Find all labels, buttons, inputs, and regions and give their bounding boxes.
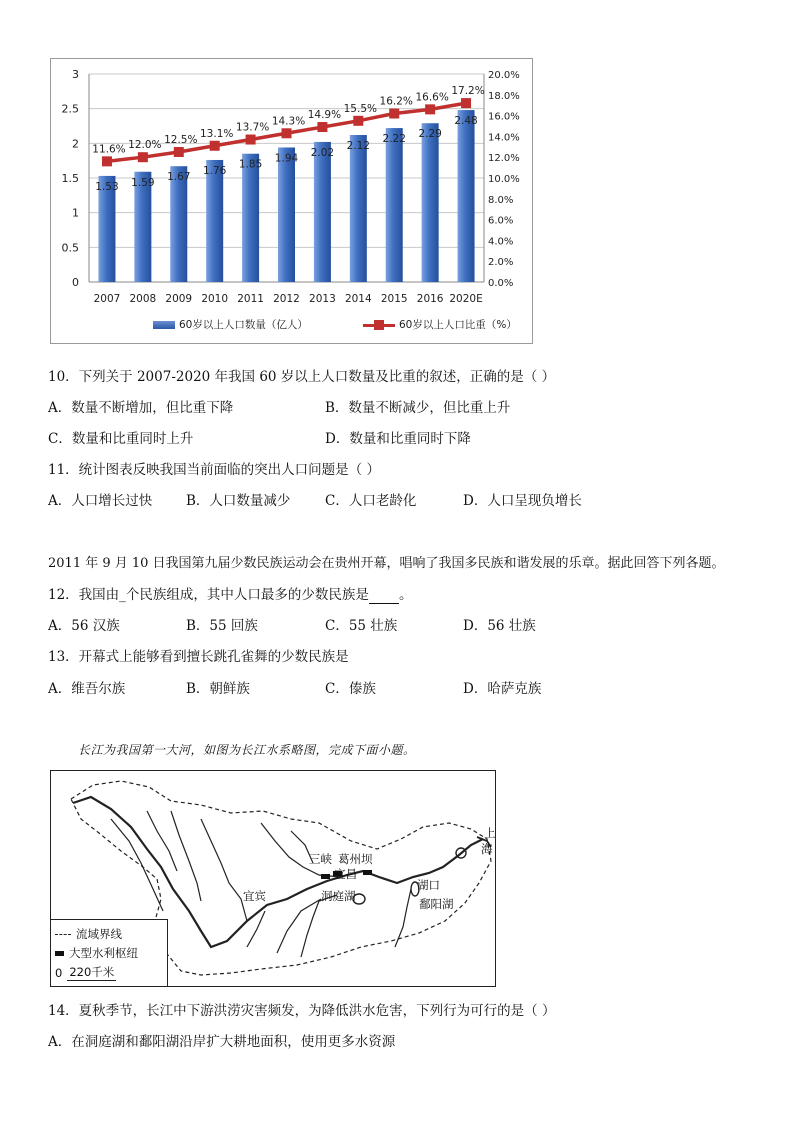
label-yibin: 宜宾 — [243, 889, 266, 903]
ratio-marker — [317, 122, 327, 132]
bar-value-label: 1.67 — [167, 171, 191, 184]
right-axis-tick-label: 8.0% — [488, 194, 514, 206]
tributary-xiang — [301, 895, 337, 957]
q10-stem: 10．下列关于 2007-2020 年我国 60 岁以上人口数量及比重的叙述，正确的是（ ） — [48, 369, 556, 385]
yangtze-map — [50, 770, 496, 987]
legend-boundary-row — [55, 926, 122, 942]
bar-value-label: 2.22 — [382, 133, 406, 146]
bar — [350, 135, 367, 282]
ratio-marker — [246, 135, 256, 145]
q12-option-d[interactable]: D．56 壮族 — [463, 618, 536, 634]
legend-dam-row — [55, 945, 138, 961]
left-axis-tick-label: 0.5 — [61, 241, 79, 255]
ratio-marker — [425, 104, 435, 114]
q11-option-a[interactable]: A．人口增长过快 — [48, 493, 153, 509]
legend-dam-icon — [55, 951, 64, 956]
bar-value-label: 1.85 — [238, 158, 263, 171]
q14-stem: 14．夏秋季节，长江中下游洪涝灾害频发，为降低洪水危害，下列行为可行的是（ ） — [48, 1003, 556, 1019]
x-axis-tick-label: 2020E — [449, 293, 483, 305]
x-axis-tick-label: 2011 — [237, 293, 264, 305]
x-axis-tick-label: 2014 — [344, 293, 372, 305]
ratio-value-label: 13.1% — [200, 127, 234, 140]
tributary-wu — [247, 911, 265, 947]
ratio-marker — [102, 156, 112, 166]
label-shanghai-1: 上 — [484, 826, 496, 840]
q12-stem-end: 。 — [398, 587, 413, 603]
q13-stem: 13．开幕式上能够看到擅长跳孔雀舞的少数民族是 — [48, 649, 349, 665]
ratio-marker — [210, 141, 220, 151]
bar — [242, 154, 259, 282]
right-axis-tick-label: 14.0% — [488, 132, 520, 144]
label-sanxia: 三峡 — [309, 852, 332, 866]
ratio-marker — [389, 109, 399, 119]
legend-bar-label: 60岁以上人口数量（亿人） — [179, 319, 308, 331]
bar — [422, 123, 439, 282]
q12-stem-text: 12．我国由_个民族组成，其中人口最多的少数民族是 — [48, 587, 369, 603]
legend-scale-bar — [67, 964, 116, 981]
label-hukou: 湖口 — [417, 878, 440, 892]
q13-option-a[interactable]: A．维吾尔族 — [48, 681, 126, 697]
bar-value-label: 1.76 — [202, 164, 227, 177]
q10-option-a[interactable]: A．数量不断增加，但比重下降 — [48, 400, 234, 416]
q13-option-b[interactable]: B．朝鲜族 — [186, 681, 250, 697]
label-shanghai-2: 海 — [481, 842, 493, 856]
legend-bar-swatch — [153, 321, 175, 329]
left-axis-tick-label: 3 — [72, 68, 79, 81]
q12-option-b[interactable]: B．55 回族 — [186, 618, 258, 634]
bar-value-label: 2.02 — [310, 146, 335, 159]
right-axis-tick-label: 4.0% — [488, 236, 514, 248]
bar-value-label: 2.48 — [454, 115, 478, 128]
legend-line-label: 60岁以上人口比重（%） — [399, 319, 517, 331]
x-axis-tick-label: 2013 — [309, 293, 336, 305]
intro-q14: 长江为我国第一大河，如图为长江水系略图，完成下面小题。 — [78, 743, 416, 757]
q11-option-d[interactable]: D．人口呈现负增长 — [463, 493, 582, 509]
bar — [458, 110, 475, 282]
ratio-value-label: 12.0% — [128, 139, 162, 152]
ratio-value-label: 16.6% — [415, 91, 449, 104]
q11-option-b[interactable]: B．人口数量减少 — [186, 493, 291, 509]
right-axis-tick-label: 10.0% — [488, 174, 520, 185]
ratio-marker — [353, 116, 363, 126]
right-axis-tick-label: 6.0% — [488, 215, 514, 227]
q12-option-a[interactable]: A．56 汉族 — [48, 618, 120, 634]
ratio-value-label: 15.5% — [343, 102, 377, 115]
right-axis-tick-label: 20.0% — [488, 70, 520, 81]
population-chart — [50, 58, 533, 344]
legend-scale-row — [55, 964, 116, 981]
legend-scale-zero: 0 — [55, 965, 63, 980]
q12-option-c[interactable]: C．55 壮族 — [325, 618, 398, 634]
label-poyang: 鄱阳湖 — [419, 897, 454, 911]
tributary-yalong — [111, 819, 163, 911]
bar-value-label: 1.59 — [131, 176, 155, 189]
legend-scale-value: 220千米 — [69, 965, 115, 979]
x-axis-tick-label: 2009 — [165, 293, 193, 305]
bar — [278, 147, 295, 282]
q11-stem: 11．统计图表反映我国当前面临的突出人口问题是（ ） — [48, 462, 380, 478]
bar-value-label: 1.94 — [274, 152, 299, 165]
ratio-value-label: 16.2% — [379, 95, 413, 108]
label-dongting: 洞庭湖 — [321, 889, 356, 903]
ratio-value-label: 11.6% — [92, 143, 126, 156]
ratio-value-label: 17.2% — [451, 85, 485, 98]
ratio-value-label: 14.9% — [307, 109, 342, 122]
three-gorges-dam-marker — [321, 874, 330, 879]
q13-option-c[interactable]: C．傣族 — [325, 681, 376, 697]
ratio-value-label: 13.7% — [235, 121, 270, 134]
left-axis-tick-label: 2 — [72, 137, 79, 151]
legend-line — [363, 317, 517, 332]
legend-dash-icon — [55, 934, 71, 935]
left-axis-tick-label: 1.5 — [61, 172, 79, 185]
ratio-marker — [174, 147, 184, 157]
right-axis-tick-label: 2.0% — [488, 257, 514, 269]
q12-stem — [48, 586, 412, 604]
map-legend — [51, 919, 168, 986]
label-yichang: 宜昌 — [334, 867, 357, 881]
legend-line-swatch — [363, 320, 395, 330]
bar — [314, 142, 331, 282]
q10-option-c[interactable]: C．数量和比重同时上升 — [48, 431, 194, 447]
x-axis-tick-label: 2012 — [273, 293, 300, 305]
q13-option-d[interactable]: D．哈萨克族 — [463, 681, 542, 697]
intro-q12-13: 2011 年 9 月 10 日我国第九届少数民族运动会在贵州开幕，唱响了我国多民族和谐发展的乐章。据此回答下列各题。 — [48, 556, 725, 571]
ratio-marker — [138, 152, 148, 162]
q12-blank — [369, 589, 399, 604]
bar-value-label: 2.12 — [346, 140, 371, 153]
ratio-marker — [461, 98, 471, 108]
left-axis-tick-label: 1 — [72, 206, 79, 220]
x-axis-tick-label: 2008 — [129, 293, 157, 305]
tributary-dadu — [147, 811, 177, 871]
right-axis-tick-label: 18.0% — [488, 90, 520, 102]
tributary-min — [171, 811, 201, 901]
tributary-jialing — [201, 819, 247, 921]
x-axis-tick-label: 2010 — [201, 293, 229, 305]
bar-value-label: 1.53 — [95, 180, 119, 193]
tributary-han — [261, 823, 341, 877]
bar — [170, 166, 187, 282]
q11-option-c[interactable]: C．人口老龄化 — [325, 493, 417, 509]
chart-legend — [101, 317, 534, 337]
x-axis-tick-label: 2015 — [380, 293, 408, 305]
ratio-value-label: 14.3% — [271, 115, 306, 128]
left-axis-tick-label: 0 — [72, 276, 79, 289]
x-axis-tick-label: 2016 — [416, 293, 444, 305]
legend-bar — [153, 317, 308, 332]
q14-option-a[interactable]: A．在洞庭湖和鄱阳湖沿岸扩大耕地面积，使用更多水资源 — [48, 1034, 396, 1050]
bar — [206, 160, 223, 282]
left-axis-tick-label: 2.5 — [61, 102, 79, 116]
right-axis-tick-label: 12.0% — [488, 153, 520, 165]
chart-svg — [51, 59, 534, 345]
ratio-marker — [282, 128, 292, 138]
q10-option-d[interactable]: D．数量和比重同时下降 — [325, 431, 471, 447]
right-axis-tick-label: 16.0% — [488, 111, 520, 123]
label-gezhouba: 葛州坝 — [338, 852, 373, 866]
bar-value-label: 2.29 — [418, 128, 442, 141]
legend-boundary-label: 流域界线 — [76, 927, 122, 941]
right-axis-tick-label: 0.0% — [488, 278, 514, 289]
dam-marker-3 — [363, 870, 372, 875]
bar — [386, 128, 403, 282]
legend-dam-label: 大型水利枢纽 — [69, 946, 138, 960]
tributary-gan — [395, 889, 411, 947]
x-axis-tick-label: 2007 — [93, 293, 121, 305]
q10-option-b[interactable]: B．数量不断减少，但比重上升 — [325, 400, 511, 416]
ratio-value-label: 12.5% — [164, 134, 198, 146]
tributary-yuan — [277, 899, 321, 953]
